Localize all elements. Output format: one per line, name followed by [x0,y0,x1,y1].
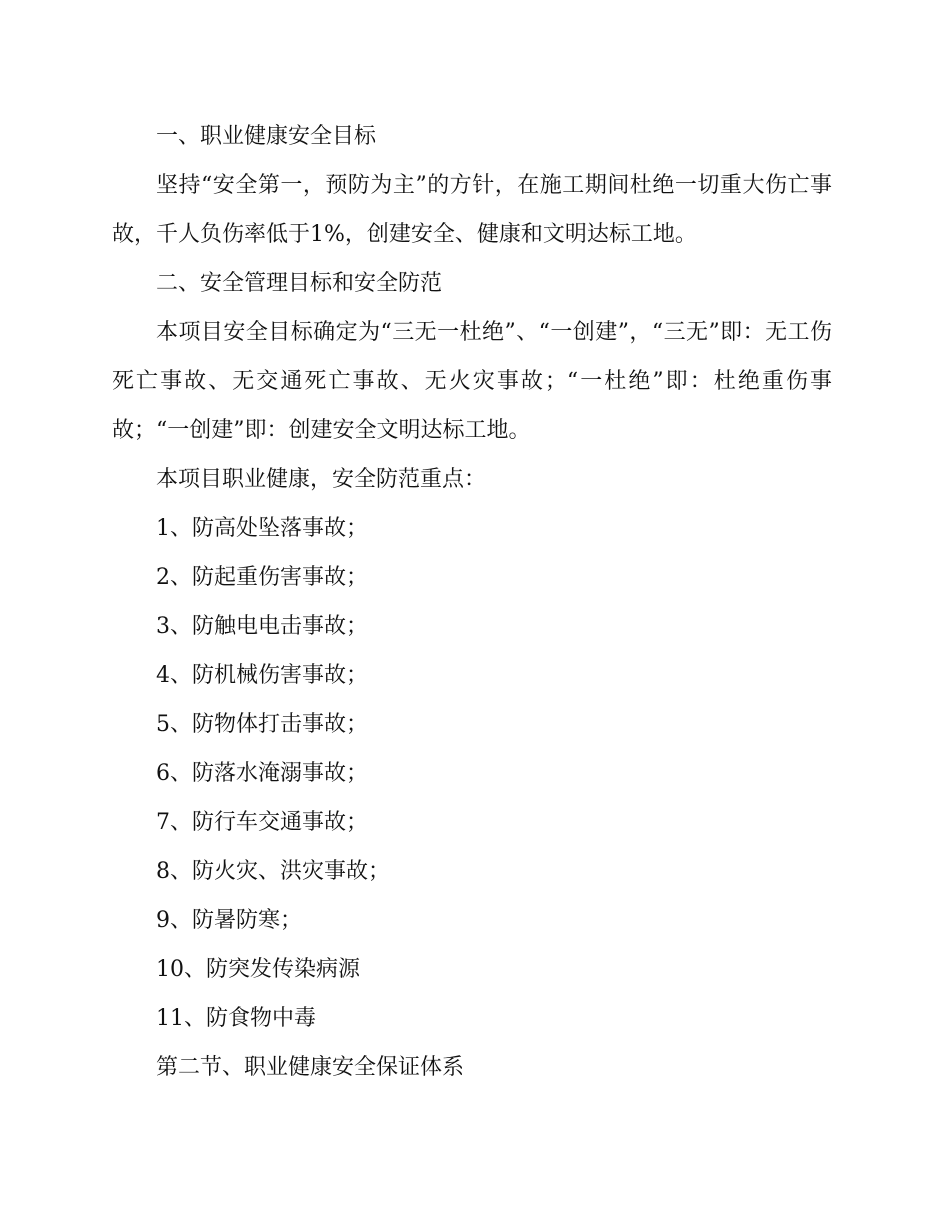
list-item: 3、防触电电击事故； [156,614,368,639]
paragraph-key-points-intro: 本项目职业健康，安全防范重点： [156,467,487,492]
list-item: 10、防突发传染病源 [156,957,360,982]
list-item: 7、防行车交通事故； [156,810,368,835]
section-heading-2: 二、安全管理目标和安全防范 [156,271,443,296]
section-heading-1: 一、职业健康安全目标 [156,124,377,149]
list-item: 11、防食物中毒 [156,1006,316,1031]
list-item: 8、防火灾、洪灾事故； [156,859,390,884]
list-item: 6、防落水淹溺事故； [156,761,368,786]
list-item: 9、防暑防寒； [156,908,302,933]
paragraph-policy: 坚持“安全第一，预防为主”的方针，在施工期间杜绝一切重大伤亡事故，千人负伤率低于1%，创建安全、健康和文明达标工地。 [112,173,832,247]
section-heading-3: 第二节、职业健康安全保证体系 [156,1055,465,1080]
list-item: 1、防高处坠落事故； [156,516,368,541]
list-item: 5、防物体打击事故； [156,712,368,737]
list-item: 4、防机械伤害事故； [156,663,368,688]
document-body [112,112,832,1092]
list-item: 2、防起重伤害事故； [156,565,368,590]
paragraph-safety-goal: 本项目安全目标确定为“三无一杜绝”、“一创建”，“三无”即：无工伤死亡事故、无交通死亡事故、无火灾事故；“一杜绝”即：杜绝重伤事故；“一创建”即：创建安全文明达标工地。 [112,320,832,443]
